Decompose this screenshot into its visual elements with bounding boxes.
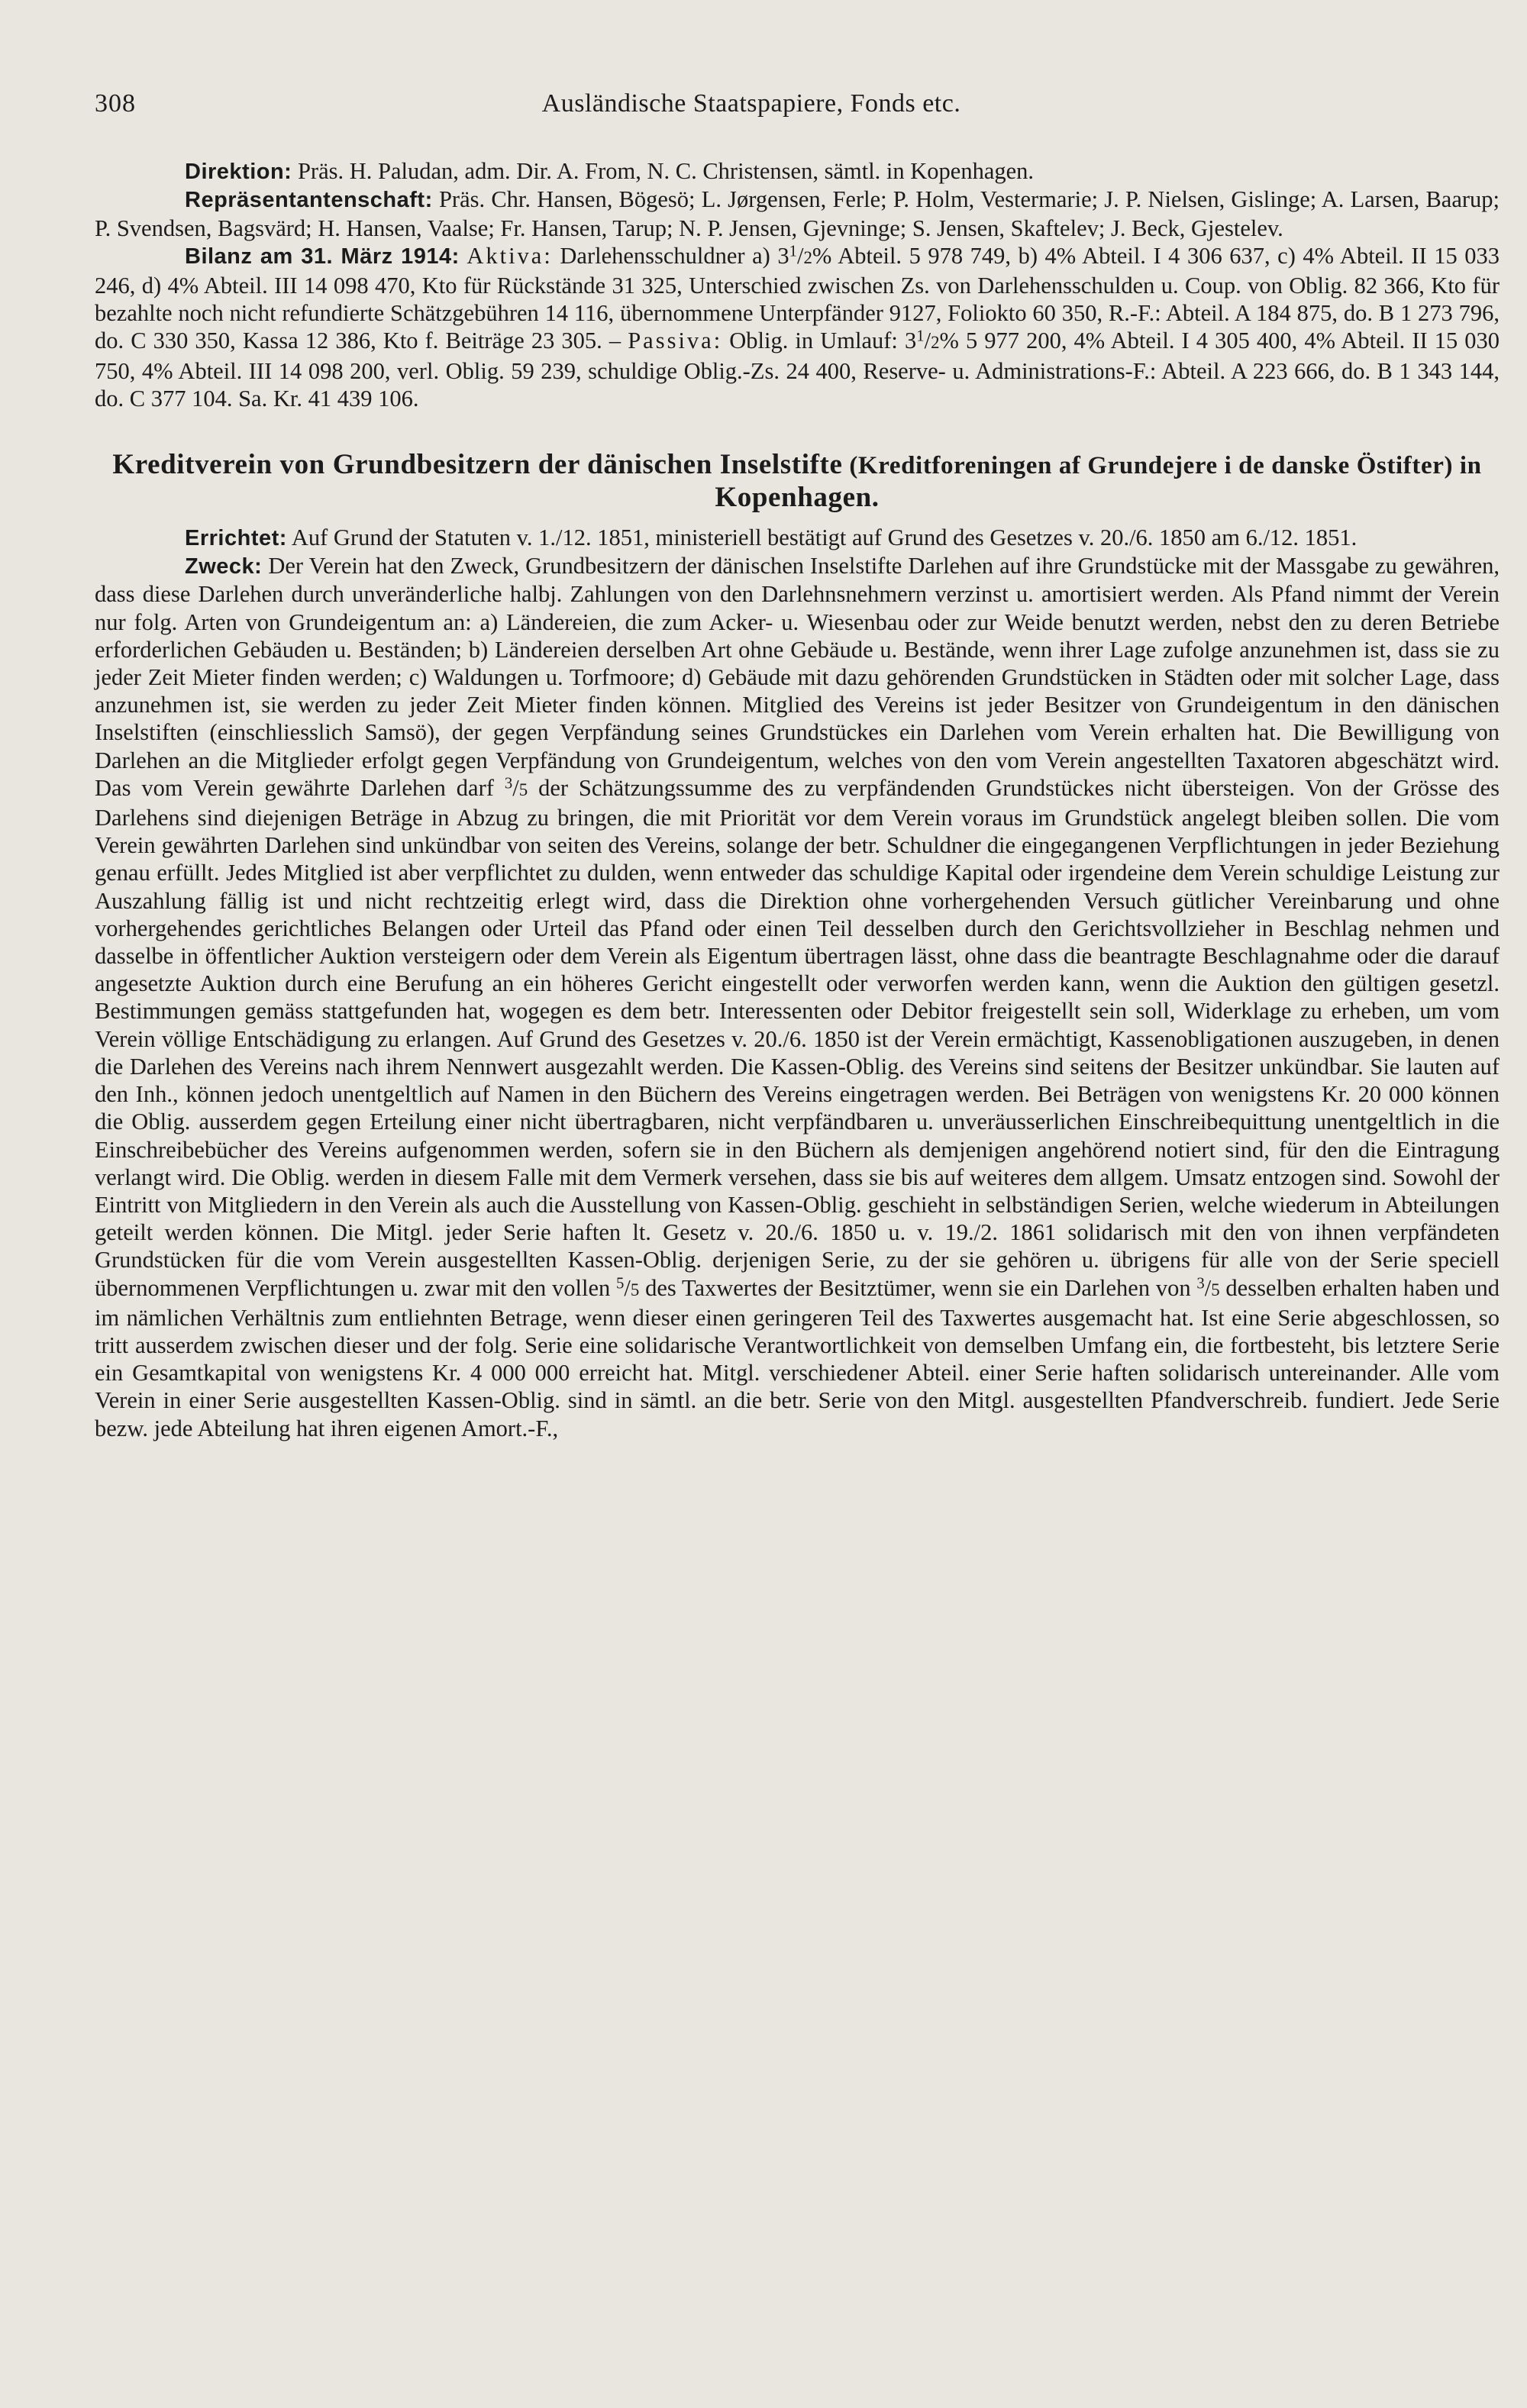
fraction-b-denominator: 5 xyxy=(630,1280,640,1299)
page-header xyxy=(95,90,1500,118)
repraesentanten-paragraph xyxy=(95,186,1500,241)
aktiva-label: Aktiva: xyxy=(466,242,553,269)
repraesentanten-text: Präs. Chr. Hansen, Bögesö; L. Jørgensen, Ferle; P. Holm, Vestermarie; J. P. Nielsen, Gislinge; A. Larsen, Baarup; P. Svendsen, Bagsvärd; H. Hansen, Vaalse; Fr. Hansen, Tarup; N. P. Jensen, Gjevninge; S. Jensen, Skaftelev; J. Beck, Gjestelev. xyxy=(95,186,1500,241)
fraction-a-numerator: 3 xyxy=(504,775,513,792)
zweck-label: Zweck: xyxy=(185,554,263,579)
fraction-a-denominator: 5 xyxy=(518,780,528,799)
direktion-paragraph xyxy=(95,157,1500,186)
running-title: Ausländische Staatspapiere, Fonds etc. xyxy=(541,89,961,118)
section-title xyxy=(95,449,1500,515)
direktion-text: Präs. H. Paludan, adm. Dir. A. From, N. C. Christensen, sämtl. in Kopenhagen. xyxy=(297,158,1035,185)
errichtet-text: Auf Grund der Statuten v. 1./12. 1851, ministeriell bestätigt auf Grund des Gesetzes v. 20./6. 1850 am 6./12. 1851. xyxy=(291,525,1358,551)
fraction-c-denominator: 5 xyxy=(1211,1280,1220,1299)
section-title-paren: (Kreditforeningen af Grundejere i de danske Östifter) in xyxy=(849,452,1482,480)
aktiva-rate-whole: 3 xyxy=(777,242,789,269)
zweck-text-3: des Taxwertes der Besitztümer, wenn sie ein Darlehen von xyxy=(645,1274,1191,1301)
passiva-text: % 5 977 200, 4% Abteil. I 4 305 400, 4% Abteil. II 15 030 750, 4% Abteil. III 14 098 200, verl. Oblig. 59 239, schuldige Oblig.-Zs. 24 400, Reserve- u. Administrations-F.: Abteil. A 223 666, do. B 1 343 144, do. C 377 104. Sa. Kr. 41 439 106. xyxy=(95,328,1500,412)
zweck-text-1: Der Verein hat den Zweck, Grundbesitzern der dänischen Inselstifte Darlehen auf ihre Grundstücke mit der Massgabe zu gewähren, dass diese Darlehen durch unveränderliche halbj. Zahlungen von den Darlehnsnehmern verzinst u. amortisiert werden. Als Pfand nimmt der Verein nur folg. Arten von Grundeigentum an: a) Ländereien, die zum Acker- u. Wiesenbau oder zur Weide benutzt werden, nebst den zu deren Betriebe erforderlichen Gebäuden u. Beständen; b) Ländereien derselben Art ohne Gebäude u. Bestände, wenn ihrer Lage zufolge anzunehmen ist, dass sie zu jeder Zeit Mieter finden werden; c) Waldungen u. Torfmoore; d) Gebäude mit dazu gehörenden Grundstücken in Städten oder mit solcher Lage, dass anzunehmen ist, sie werden zu jeder Zeit Mieter finden können. Mitglied des Vereins ist jeder Besitzer von Grundeigentum in den dänischen Inselstiften (einschliesslich Samsö), der gegen Verpfändung seines Grundstückes ein Darlehen vom Verein erhalten hat. Die Bewilligung von Darlehen an die Mitglieder erfolgt gegen Verpfändung von Grundeigentum, welches von den vom Verein angestellten Taxatoren abgeschätzt wird. Das vom Verein gewährte Darlehen darf xyxy=(95,553,1500,801)
fraction-c-numerator: 3 xyxy=(1196,1275,1205,1293)
zweck-text-2: der Schätzungssumme des zu verpfändenden Grundstückes nicht übersteigen. Von der Grösse des Darlehens sind diejenigen Beträge in Abzug zu bringen, die mit Priorität vor dem Verein voraus im Grundstück angelegt bleiben sollen. Die vom Verein gewährten Darlehen sind unkündbar von seiten des Vereins, solange der betr. Schuldner die eingegangenen Verpflichtungen in jeder Beziehung genau erfüllt. Jedes Mitglied ist aber verpflichtet zu dulden, wenn entweder das schuldige Kapital oder irgendeine dem Verein schuldige Leistung zur Auszahlung fällig ist und nicht rechtzeitig erlegt wird, dass die Direktion ohne vorhergehenden Versuch gütlicher Vereinbarung und ohne vorhergehendes gerichtliches Belangen oder Urteil das Pfand oder einen Teil desselben durch den Gerichtsvollzieher in Beschlag nehmen und dasselbe in öffentlicher Auktion versteigern oder dem Verein als Eigentum übertragen lässt, ohne dass die beantragte Beschlagnahme oder die darauf angesetzte Auktion durch eine Berufung an ein höheres Gericht eingestellt oder verworfen werden kann, wenn die Auktion den gültigen gesetzl. Bestimmungen gemäss stattgefunden hat, wogegen es dem betr. Interessenten oder Debitor freigestellt sein soll, Widerklage zu erheben, um vom Verein völlige Entschädigung zu erlangen. Auf Grund des Gesetzes v. 20./6. 1850 ist der Verein ermächtigt, Kassenobligationen auszugeben, in denen die Darlehen des Vereins nach ihrem Nennwert ausgezahlt werden. Die Kassen-Oblig. des Vereins sind seitens der Besitzer unkündbar. Sie lauten auf den Inh., können jedoch unentgeltlich auf Namen in den Büchern des Vereins eingetragen werden. Bei Beträgen von wenigstens Kr. 20 000 können die Oblig. ausserdem gegen Erteilung einer nicht übertragbaren, nicht verpfändbaren u. unveräusserlichen Einschreibequittung unentgeltlich in die Einschreibebücher des Vereins aufgenommen werden, sofern sie in den Büchern als demjenigen angehörend notiert sind, für den die Eintragung verlangt wird. Die Oblig. werden in diesem Falle mit dem Vermerk versehen, dass sie bis auf weiteres dem allgem. Umsatz entzogen sind. Sowohl der Eintritt von Mitgliedern in den Verein als auch die Ausstellung von Kassen-Oblig. geschieht in selbständigen Serien, welche wiederum in Abteilungen geteilt werden können. Die Mitgl. jeder Serie haften lt. Gesetz v. 20./6. 1850 u. v. 19./2. 1861 solidarisch mit den von ihnen verpfändeten Grundstücken für die vom Verein ausgestellten Kassen-Oblig. derjenigen Serie, zu der sie gehören u. übrigens für alle von der Serie speciell übernommenen Verpflichtungen u. zwar mit den vollen xyxy=(95,774,1500,1301)
bilanz-paragraph: Bilanz am 31. März 1914: Aktiva: Darlehensschuldner a) $3^1/2\%$ Abteil. 5 978 749, b) 4% Abteil. I 4 306 637, c) 4% Abteil. II 15 033 246, d) 4% Abteil. III 14 098 470, Kto für Rückstände 31 325, Unterschied zwischen Zs. von Darlehensschulden u. Coup. von Oblig. 82 366, Kto für bezahlte noch nicht refundierte Schätzgebühren 14 116, übernommene Unterpfänder 9127, Foliokto 60 350, R.-F.: Abteil. A 184 875, do. B 1 273 796, do. C 330 350, Kassa 12 386, Kto f. Beiträge 23 305. – Passiva: Oblig. in Umlauf: $3^1/2\%$ 5 977 200, 4% Abteil. I 4 305 400, 4% Abteil. II 15 030 750, 4% Abteil. III 14 098 200, verl. Oblig. 59 239, schuldige Oblig.-Zs. 24 400, Reserve- u. Administrations-F.: Abteil. A 223 666, do. B 1 343 144, do. C 377 104. Sa. Kr. 41 439 106. xyxy=(95,242,1500,412)
errichtet-label: Errichtet: xyxy=(185,526,287,551)
aktiva-intro: Darlehensschuldner a) xyxy=(560,242,770,269)
aktiva-rate-den: 2 xyxy=(803,247,812,267)
aktiva-rate-num: 1 xyxy=(789,243,797,260)
passiva-rate-num: 1 xyxy=(916,328,925,346)
section-title-main: Kreditverein von Grundbesitzern der dänischen Inselstifte xyxy=(112,449,843,481)
fraction-b-numerator: 5 xyxy=(616,1275,625,1293)
zweck-paragraph: Zweck: Der Verein hat den Zweck, Grundbesitzern der dänischen Inselstifte Darlehen auf ihre Grundstücke mit der Massgabe zu gewähren, dass diese Darlehen durch unveränderliche halbj. Zahlungen von den Darlehnsnehmern verzinst u. amortisiert werden. Als Pfand nimmt der Verein nur folg. Arten von Grundeigentum an: a) Ländereien, die zum Acker- u. Wiesenbau oder zur Weide benutzt werden, nebst den zu deren Betriebe erforderlichen Gebäuden u. Beständen; b) Ländereien derselben Art ohne Gebäude u. Bestände, wenn ihrer Lage zufolge anzunehmen ist, dass sie zu jeder Zeit Mieter finden werden; c) Waldungen u. Torfmoore; d) Gebäude mit dazu gehörenden Grundstücken in Städten oder mit solcher Lage, dass anzunehmen ist, sie werden zu jeder Zeit Mieter finden können. Mitglied des Vereins ist jeder Besitzer von Grundeigentum in den dänischen Inselstiften (einschliesslich Samsö), der gegen Verpfändung seines Grundstückes ein Darlehen vom Verein erhalten hat. Die Bewilligung von Darlehen an die Mitglieder erfolgt gegen Verpfändung von Grundeigentum, welches von den vom Verein angestellten Taxatoren abgeschätzt wird. Das vom Verein gewährte Darlehen darf $^3$/5 der Schätzungssumme des zu verpfändenden Grundstückes nicht übersteigen. Von der Grösse des Darlehens sind diejenigen Beträge in Abzug zu bringen, die mit Priorität vor dem Verein voraus im Grundstück angelegt bleiben sollen. Die vom Verein gewährten Darlehen sind unkündbar von seiten des Vereins, solange der betr. Schuldner die eingegangenen Verpflichtungen in jeder Beziehung genau erfüllt. Jedes Mitglied ist aber verpflichtet zu dulden, wenn entweder das schuldige Kapital oder irgendeine dem Verein schuldige Leistung zur Auszahlung fällig ist und nicht rechtzeitig erlegt wird, dass die Direktion ohne vorhergehenden Versuch gütlicher Vereinbarung und ohne vorhergehendes gerichtliches Belangen oder Urteil das Pfand oder einen Teil desselben durch den Gerichtsvollzieher in Beschlag nehmen und dasselbe in öffentlicher Auktion versteigern oder dem Verein als Eigentum übertragen lässt, ohne dass die beantragte Beschlagnahme oder die darauf angesetzte Auktion durch eine Berufung an ein höheres Gericht eingestellt oder verworfen werden kann, wenn die Auktion den gültigen gesetzl. Bestimmungen gemäss stattgefunden hat, wogegen es dem betr. Interessenten oder Debitor freigestellt sein soll, Widerklage zu erheben, um vom Verein völlige Entschädigung zu erlangen. Auf Grund des Gesetzes v. 20./6. 1850 ist der Verein ermächtigt, Kassenobligationen auszugeben, in denen die Darlehen des Vereins nach ihrem Nennwert ausgezahlt werden. Die Kassen-Oblig. des Vereins sind seitens der Besitzer unkündbar. Sie lauten auf den Inh., können jedoch unentgeltlich auf Namen in den Büchern des Vereins eingetragen werden. Bei Beträgen von wenigstens Kr. 20 000 können die Oblig. ausserdem gegen Erteilung einer nicht übertragbaren, nicht verpfändbaren u. unveräusserlichen Einschreibequittung unentgeltlich in die Einschreibebücher des Vereins aufgenommen werden, sofern sie in den Büchern als demjenigen angehörend notiert sind, für den die Eintragung verlangt wird. Die Oblig. werden in diesem Falle mit dem Vermerk versehen, dass sie bis auf weiteres dem allgem. Umsatz entzogen sind. Sowohl der Eintritt von Mitgliedern in den Verein als auch die Ausstellung von Kassen-Oblig. geschieht in selbständigen Serien, welche wiederum in Abteilungen geteilt werden können. Die Mitgl. jeder Serie haften lt. Gesetz v. 20./6. 1850 u. v. 19./2. 1861 solidarisch mit den von ihnen verpfändeten Grundstücken für die vom Verein ausgestellten Kassen-Oblig. derjenigen Serie, zu der sie gehören u. übrigens für alle von der Serie speciell übernommenen Verpflichtungen u. zwar mit den vollen $^5$/5 des Taxwertes der Besitztümer, wenn sie ein Darlehen von $^3$/5 desselben erhalten haben und im nämlichen Verhältnis zum entliehnten Betrage, wenn dieser einen geringeren Teil des Taxwertes ausgemacht hat. Ist eine Serie abgeschlossen, so tritt ausserdem zwischen dieser und der folg. Serie eine solidarische Verantwortlichkeit von demselben Umfang ein, die fortbesteht, bis letztere Serie ein Gesamtkapital von wenigstens Kr. 4 000 000 erreicht hat. Mitgl. verschiedener Abteil. einer Serie haften solidarisch untereinander. Alle vom Verein in einer Serie ausgestellten Kassen-Oblig. sind in sämtl. an die betr. Serie von den Mitgl. ausgestellten Pfandverschreib. fundiert. Jede Serie bezw. jede Abteilung hat ihren eigenen Amort.-F., xyxy=(95,553,1500,1441)
bilanz-label: Bilanz am 31. März 1914: xyxy=(185,244,460,269)
passiva-rate-whole: 3 xyxy=(904,328,917,354)
passiva-intro: Oblig. in Umlauf: xyxy=(729,328,898,354)
errichtet-paragraph xyxy=(95,524,1500,552)
aktiva-text: % Abteil. 5 978 749, b) 4% Abteil. I 4 306 637, c) 4% Abteil. II 15 033 246, d) 4% Abteil. III 14 098 470, Kto für Rückstände 31 325, Unterschied zwischen Zs. von Darlehensschulden u. Coup. von Oblig. 82 366, Kto für bezahlte noch nicht refundierte Schätzgebühren 14 116, übernommene Unterpfänder 9127, Foliokto 60 350, R.-F.: Abteil. A 184 875, do. B 1 273 796, do. C 330 350, Kassa 12 386, Kto f. Beiträge 23 305. – xyxy=(95,242,1500,354)
direktion-label: Direktion: xyxy=(185,160,292,185)
section-title-city: Kopenhagen. xyxy=(715,482,880,514)
passiva-label: Passiva: xyxy=(628,328,723,354)
repraesentanten-label: Repräsentantenschaft: xyxy=(185,188,433,213)
passiva-rate-den: 2 xyxy=(931,333,940,353)
zweck-text-4: desselben erhalten haben und im nämlichen Verhältnis zum entliehnten Betrage, wenn dieser einen geringeren Teil des Taxwertes ausgemacht hat. Ist eine Serie abgeschlossen, so tritt ausserdem zwischen dieser und der folg. Serie eine solidarische Verantwortlichkeit von demselben Umfang ein, die fortbesteht, bis letztere Serie ein Gesamtkapital von wenigstens Kr. 4 000 000 erreicht hat. Mitgl. verschiedener Abteil. einer Serie haften solidarisch untereinander. Alle vom Verein in einer Serie ausgestellten Kassen-Oblig. sind in sämtl. an die betr. Serie von den Mitgl. ausgestellten Pfandverschreib. fundiert. Jede Serie bezw. jede Abteilung hat ihren eigenen Amort.-F., xyxy=(95,1274,1500,1441)
page-number: 308 xyxy=(95,89,136,118)
